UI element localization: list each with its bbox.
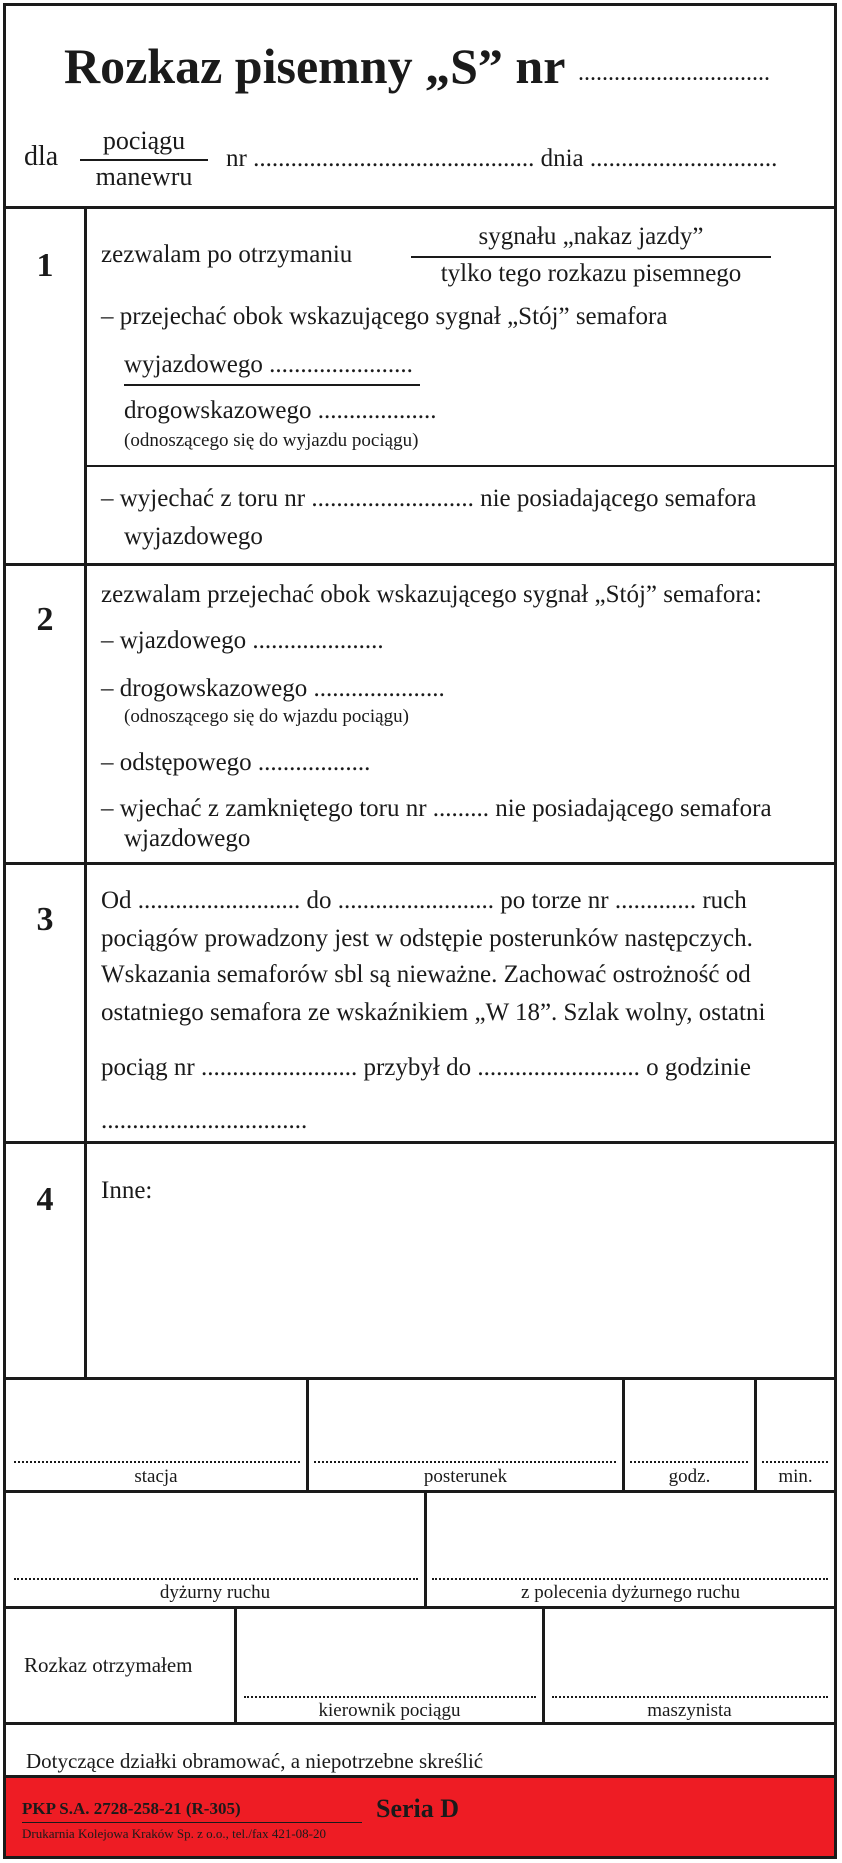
nr-dnia-line[interactable]: nr ............................................. dnia .............................. [226, 145, 778, 172]
divider [6, 1490, 834, 1493]
order-form [3, 3, 837, 1859]
rozkaz-otrzymalem-label: Rozkaz otrzymałem [24, 1653, 193, 1677]
s1-fraction-bar [411, 256, 771, 258]
s3-line2: pociągów prowadzony jest w odstępie posterunków następczych. [101, 925, 753, 952]
godz-label: godz. [668, 1466, 711, 1487]
s4-inne-field[interactable] [87, 1216, 834, 1376]
s2-wjazdowego[interactable]: – wjazdowego ..................... [101, 627, 384, 654]
divider [6, 1722, 834, 1725]
number-column-border [84, 209, 87, 1377]
dla-label: dla [24, 141, 59, 172]
s1-fraction-top: sygnału „nakaz jazdy” [478, 223, 704, 250]
godz-field[interactable] [630, 1461, 748, 1463]
s2-note: (odnoszącego się do wjazdu pociągu) [124, 706, 409, 727]
divider [6, 1141, 834, 1144]
s1-intro: zezwalam po otrzymaniu [101, 241, 353, 268]
section-number-2: 2 [36, 601, 54, 638]
divider [6, 1606, 834, 1609]
fraction-top-pociagu: pociągu [102, 126, 186, 155]
stacja-field[interactable] [14, 1461, 300, 1463]
s3-line6[interactable]: ................................. [101, 1107, 308, 1134]
section-number-3: 3 [36, 901, 54, 938]
divider [6, 1377, 834, 1380]
s1-fraction-bottom: tylko tego rozkazu pisemnego [440, 260, 742, 287]
kierownik-pociagu-field[interactable] [244, 1696, 536, 1698]
s2-line6: wjazdowego [124, 825, 251, 852]
s3-line5[interactable]: pociąg nr ......................... przybył do .......................... o godzinie [101, 1054, 751, 1081]
s1-wyjazdowego[interactable]: wyjazdowego ....................... [124, 351, 413, 378]
s2-line5[interactable]: – wjechać z zamkniętego toru nr ......... nie posiadającego semafora [101, 795, 772, 822]
s4-inne-label: Inne: [101, 1177, 153, 1204]
series-label: Seria D [376, 1794, 460, 1823]
footer-bar [6, 1775, 834, 1856]
form-code: PKP S.A. 2728-258-21 (R-305) [22, 1799, 241, 1818]
z-polecenia-field[interactable] [432, 1578, 828, 1580]
min-label: min. [778, 1466, 813, 1487]
s3-line1[interactable]: Od .......................... do ......................... po torze nr ............. ruch [101, 887, 747, 914]
maszynista-label: maszynista [647, 1700, 732, 1721]
s2-odstepowego[interactable]: – odstępowego .................. [101, 749, 371, 776]
s1-note: (odnoszącego się do wyjazdu pociągu) [124, 430, 419, 451]
order-number-field[interactable]: ................................ [578, 60, 770, 86]
instruction-note: Dotyczące działki obramować, a niepotrzebne skreślić [26, 1749, 484, 1773]
divider [6, 206, 834, 209]
form-title: Rozkaz pisemny „S” nr [64, 38, 566, 94]
maszynista-field[interactable] [552, 1696, 828, 1698]
s1-drogowskazowego[interactable]: drogowskazowego ................... [124, 397, 437, 424]
s2-line1: zezwalam przejechać obok wskazującego sygnał „Stój” semafora: [101, 581, 762, 608]
s3-line4: ostatniego semafora ze wskaźnikiem „W 18”. Szlak wolny, ostatni [101, 999, 766, 1026]
z-polecenia-label: z polecenia dyżurnego ruchu [521, 1582, 740, 1603]
min-field[interactable] [762, 1461, 828, 1463]
posterunek-label: posterunek [423, 1466, 508, 1487]
dyzurny-ruchu-label: dyżurny ruchu [159, 1582, 271, 1603]
section-number-1: 1 [36, 247, 54, 284]
fraction-bar [80, 159, 208, 161]
divider [6, 563, 834, 566]
divider [6, 862, 834, 865]
s1-line4[interactable]: – wyjechać z toru nr .......................... nie posiadającego semafora [101, 485, 757, 512]
s1-choice-bar [124, 384, 420, 386]
printer-info: Drukarnia Kolejowa Kraków Sp. z o.o., tel./fax 421-08-20 [22, 1826, 326, 1841]
s3-line3: Wskazania semaforów sbl są nieważne. Zachować ostrożność od [101, 961, 751, 988]
stacja-label: stacja [134, 1466, 178, 1487]
section-number-4: 4 [36, 1181, 54, 1218]
footer-rule [22, 1822, 362, 1823]
fraction-bottom-manewru: manewru [95, 162, 193, 191]
s1-line5: wyjazdowego [124, 523, 263, 550]
s1-line1: – przejechać obok wskazującego sygnał „Stój” semafora [101, 303, 668, 330]
s1-inner-divider [87, 465, 834, 467]
posterunek-field[interactable] [314, 1461, 616, 1463]
kierownik-pociagu-label: kierownik pociągu [318, 1700, 461, 1721]
dyzurny-ruchu-field[interactable] [14, 1578, 418, 1580]
s2-drogowskazowego[interactable]: – drogowskazowego ..................... [101, 675, 445, 702]
